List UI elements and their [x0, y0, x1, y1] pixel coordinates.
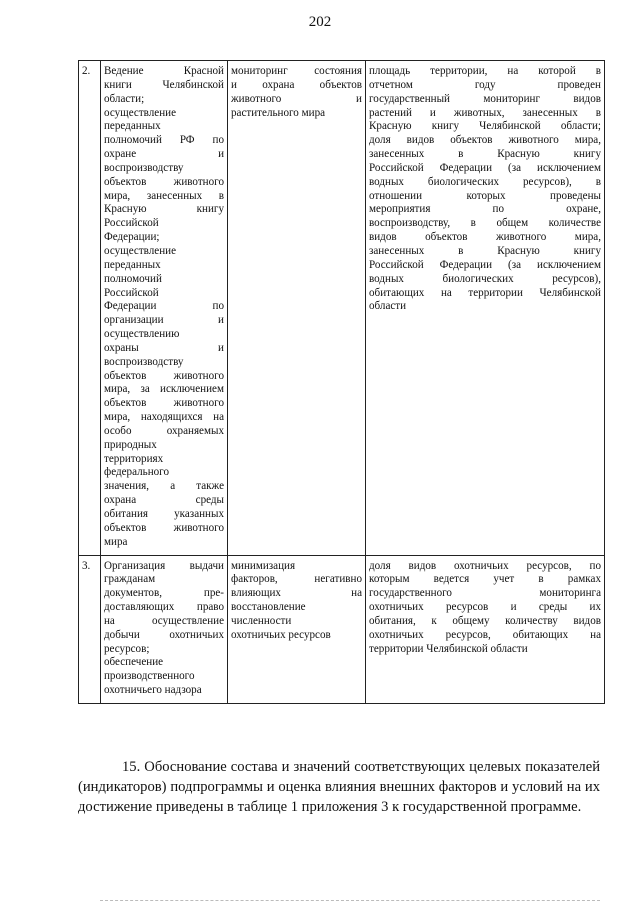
text-line: охотничьих ресурсов, обитающих на — [369, 628, 601, 641]
text-line: государственного мониторинга — [369, 587, 601, 600]
text-line: области — [369, 300, 407, 313]
text-line: обеспечение — [104, 656, 164, 669]
text-line: которым ведется учет в рамках — [369, 573, 601, 586]
text-line: охотничьих ресурсов — [231, 628, 331, 641]
text-line: Организация выдачи — [104, 559, 224, 572]
row-number: 2. — [79, 61, 101, 556]
text-line: отношении которых проведены — [369, 189, 601, 202]
text-line: водных биологических ресурсов), в — [369, 175, 601, 188]
text-line: доставляющих право — [104, 601, 224, 614]
text-line: добычи охотничьих — [104, 628, 224, 641]
text-line: охране и — [104, 148, 224, 161]
goal-cell — [228, 555, 366, 703]
text-line: книги Челябинской — [104, 78, 224, 91]
text-line: объектов животного — [104, 521, 224, 534]
text-line: и охрана объектов — [231, 78, 362, 91]
text-line: федерального — [104, 466, 170, 479]
text-line: доля видов охотничьих ресурсов, по — [369, 559, 601, 572]
text-line: площадь территории, на которой в — [369, 65, 601, 77]
text-line: охраны и — [104, 341, 224, 354]
text-line: природных — [104, 438, 157, 451]
text-line: численности — [231, 614, 292, 627]
text-line: воспроизводству — [104, 161, 184, 174]
text-line: гражданам — [104, 573, 156, 586]
text-line: территории Челябинской области — [369, 642, 528, 655]
text-line: Российской Федерации (за исключением — [369, 258, 601, 271]
row-number: 3. — [79, 555, 101, 703]
text-line: мероприятия по охране, — [369, 203, 601, 216]
text-line: мира, за исключением — [104, 383, 224, 396]
text-line: обитания указанных — [104, 508, 224, 520]
text-line: объектов животного — [104, 369, 224, 382]
text-line: доля видов объектов животного мира, — [369, 134, 601, 147]
text-line: восстановление — [231, 601, 306, 614]
footer-divider — [100, 900, 600, 901]
text-line: мира, находящихся на — [104, 411, 224, 424]
text-line: на осуществление — [104, 614, 224, 627]
text-line: минимизация — [231, 559, 296, 572]
text-line: занесенных в Красную книгу — [369, 148, 601, 161]
goal-cell — [228, 61, 366, 556]
text-line: Красную книгу — [104, 203, 224, 216]
text-line: Ведение Красной — [104, 65, 224, 77]
indicator-cell — [366, 555, 605, 703]
text-line: мира, занесенных в — [104, 189, 224, 202]
text-line: ресурсов; — [104, 642, 150, 655]
text-line: переданных — [104, 258, 161, 271]
text-line: растительного мира — [231, 106, 326, 119]
activity-cell — [101, 61, 228, 556]
text-line: особо охраняемых — [104, 424, 224, 437]
text-line: охрана среды — [104, 494, 224, 507]
text-line: охотничьих ресурсов и среды их — [369, 601, 601, 614]
text-line: мониторинг состояния — [231, 65, 362, 77]
text-line: факторов, негативно — [231, 573, 362, 586]
text-line: занесенных в Красную книгу — [369, 244, 601, 257]
text-line: растений и животных, занесенных в — [369, 106, 601, 119]
text-line: животного и — [231, 92, 362, 105]
text-line: организации и — [104, 314, 224, 327]
text-line: осуществлению — [104, 328, 180, 341]
text-line: видов объектов животного мира, — [369, 231, 601, 244]
text-line: Российской — [104, 286, 159, 299]
text-line: обитающих на территории Челябинской — [369, 286, 601, 299]
table-row — [79, 61, 605, 556]
text-line: документов, пре- — [104, 587, 224, 600]
text-line: переданных — [104, 120, 161, 133]
text-line: водных биологических ресурсов), — [369, 272, 601, 285]
text-line: Федерации по — [104, 300, 224, 313]
table-row — [79, 555, 605, 703]
text-line: отчетном году проведен — [369, 78, 601, 91]
activity-cell — [101, 555, 228, 703]
text-line: Российской — [104, 217, 159, 230]
text-line: осуществление — [104, 244, 177, 257]
text-line: Красную книгу Челябинской области; — [369, 120, 601, 133]
text-line: Российской Федерации (за исключением — [369, 161, 601, 174]
text-line: обитания, к общему количеству видов — [369, 614, 601, 627]
text-line: охотничьего надзора — [104, 684, 202, 697]
text-line: объектов животного — [104, 397, 224, 410]
text-line: воспроизводству — [104, 355, 184, 368]
text-line: осуществление — [104, 106, 177, 119]
indicator-cell — [366, 61, 605, 556]
text-line: полномочий — [104, 272, 162, 285]
text-line: государственный мониторинг видов — [369, 92, 601, 105]
text-line: мира — [104, 535, 128, 548]
text-line: значения, а также — [104, 480, 224, 493]
section-paragraph: 15. Обоснование состава и значений соответствующих целевых показателей (индикаторов) подпрограммы и оценка влияния внешних факторов и условий на их достижение приведены в таблице 1 приложения 3 к государственной программе. — [78, 759, 600, 815]
text-line: объектов животного — [104, 175, 224, 188]
page-number: 202 — [308, 14, 332, 30]
text-line: полномочий РФ по — [104, 134, 224, 147]
text-line: производственного — [104, 670, 195, 683]
text-line: территориях — [104, 452, 164, 465]
text-line: Федерации; — [104, 231, 160, 244]
indicators-table — [78, 60, 605, 704]
text-line: влияющих на — [231, 587, 362, 600]
text-line: воспроизводству, в общем количестве — [369, 217, 601, 230]
text-line: области; — [104, 92, 145, 105]
